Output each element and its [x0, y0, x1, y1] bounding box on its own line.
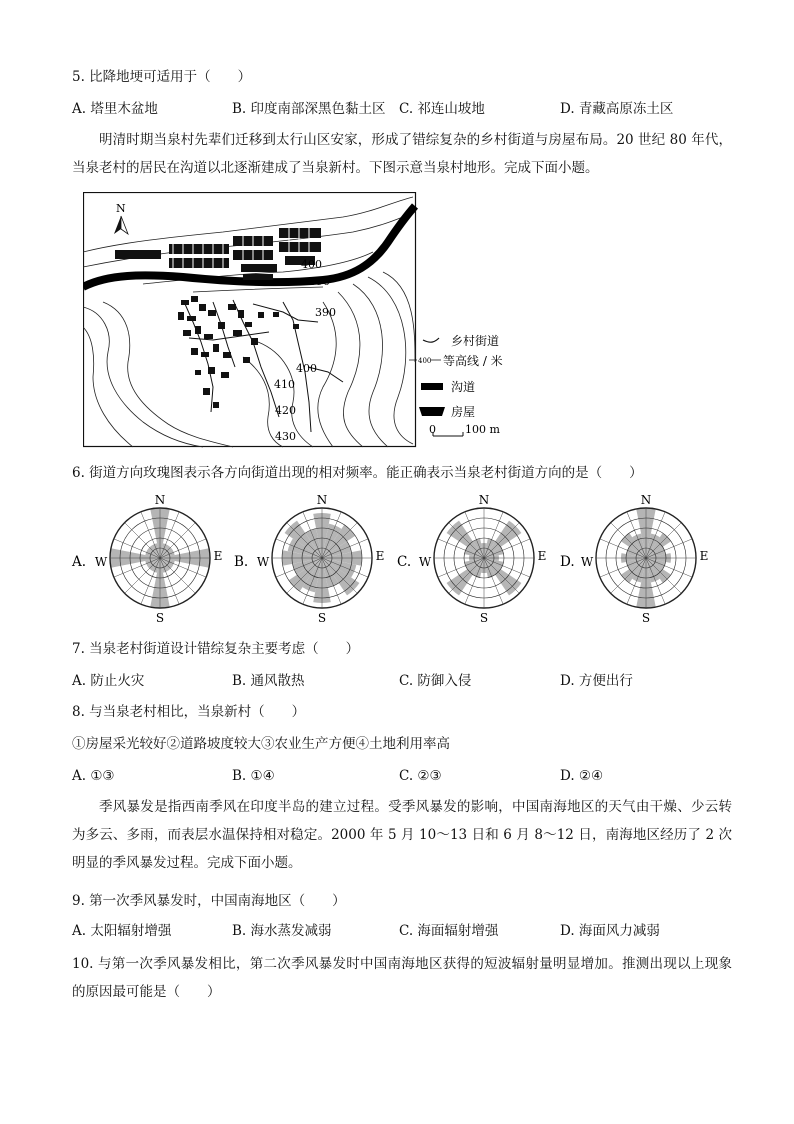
q5-option-b: B. 印度南部深黑色黏土区 [232, 101, 386, 117]
q6-option-c: C. [397, 554, 412, 570]
compass-n: N [316, 493, 328, 507]
legend-house: 房屋 [451, 405, 476, 419]
contour-label: 410 [274, 378, 295, 391]
q8-option-c: C. ②③ [399, 768, 442, 784]
map-frame [84, 193, 416, 447]
legend-gully: 沟道 [451, 380, 476, 394]
q7-option-a: A. 防止火灾 [72, 673, 145, 689]
q8-option-a: A. ①③ [72, 768, 115, 784]
q9-option-d: D. 海面风力减弱 [560, 923, 660, 939]
compass-w: W [94, 555, 108, 569]
scale-distance: 100 m [465, 423, 500, 436]
q7-option-c: C. 防御入侵 [399, 673, 472, 689]
contour-label: 420 [275, 404, 296, 417]
rose-diagram-a [95, 493, 223, 625]
q5-option-c: C. 祁连山坡地 [399, 101, 485, 117]
scale-zero: 0 [429, 423, 436, 436]
q10-stem: 10. 与第一次季风暴发相比，第二次季风暴发时中国南海地区获得的短波辐射量明显增加。推测出现以上现象的原因最可能是（ ） [72, 956, 732, 1000]
passage-monsoon: 季风暴发是指西南季风在印度半岛的建立过程。受季风暴发的影响，中国南海地区的天气由干燥、少云转为多云、多雨，而表层水温保持相对稳定。2000 年 5 月 10～13 日和 6 月 8～12 日，南海地区经历了 2 次明显的季风暴发过程。完成下面小题。 [72, 799, 732, 871]
compass-e: E [213, 549, 223, 563]
compass-s: S [479, 611, 489, 625]
q6-stem: 6. 街道方向玫瑰图表示各方向街道出现的相对频率。能正确表示当泉老村街道方向的是（ ） [72, 465, 643, 481]
q8-stem: 8. 与当泉老村相比，当泉新村（ ） [72, 704, 306, 720]
compass-e: E [537, 549, 547, 563]
q8-statements: ①房屋采光较好②道路坡度较大③农业生产方便④土地利用率高 [72, 736, 450, 752]
contour-label: 430 [275, 430, 296, 443]
rose-diagram-d [581, 493, 709, 625]
passage-dangquan: 明清时期当泉村先辈们迁移到太行山区安家，形成了错综复杂的乡村街道与房屋布局。20 世纪 80 年代，当泉老村的居民在沟道以北逐渐建成了当泉新村。下图示意当泉村地形。完成下面小题。 [72, 132, 732, 176]
rose-diagram-c [419, 493, 547, 625]
house-symbol [419, 407, 445, 416]
q9-option-c: C. 海面辐射增强 [399, 923, 499, 939]
compass-e: E [699, 549, 709, 563]
q6-option-d: D. [560, 554, 575, 570]
compass-n: N [478, 493, 490, 507]
compass-s: S [317, 611, 327, 625]
q5-option-a: A. 塔里木盆地 [72, 101, 158, 117]
map-legend [409, 333, 503, 436]
compass-w: W [418, 555, 432, 569]
q7-option-b: B. 通风散热 [232, 673, 305, 689]
legend-street: 乡村街道 [451, 334, 500, 348]
street-symbol [423, 338, 439, 342]
rose-diagrams-svg [0, 492, 794, 628]
q7-option-d: D. 方便出行 [560, 673, 633, 689]
legend-contour-value: 400 [418, 357, 432, 365]
q8-option-d: D. ②④ [560, 768, 604, 784]
compass-w: W [580, 555, 594, 569]
rose-diagrams [0, 492, 794, 628]
contour-label: 400 [301, 258, 322, 271]
north-label: N [116, 202, 126, 215]
compass-e: E [375, 549, 385, 563]
legend-contour: 等高线 / 米 [443, 354, 503, 368]
compass-s: S [641, 611, 651, 625]
compass-s: S [155, 611, 165, 625]
contour-label: 390 [315, 306, 336, 319]
q8-option-b: B. ①④ [232, 768, 275, 784]
rose-diagram-b [257, 493, 385, 625]
compass-w: W [256, 555, 270, 569]
compass-n: N [154, 493, 166, 507]
q9-option-a: A. 太阳辐射增强 [72, 923, 172, 939]
contour-label: 400 [296, 362, 317, 375]
q6-option-b: B. [234, 554, 249, 570]
q9-stem: 9. 第一次季风暴发时，中国南海地区（ ） [72, 893, 346, 909]
q5-option-d: D. 青藏高原冻土区 [560, 101, 674, 117]
q6-option-a: A. [72, 554, 87, 570]
q9-option-b: B. 海水蒸发减弱 [232, 923, 332, 939]
gully-symbol [421, 383, 443, 390]
dangquan-terrain-map [83, 192, 523, 448]
q7-stem: 7. 当泉老村街道设计错综复杂主要考虑（ ） [72, 641, 360, 657]
compass-n: N [640, 493, 652, 507]
q5-stem: 5. 比降地埂可适用于（ ） [72, 69, 252, 85]
contour-label: 390 [309, 275, 330, 288]
